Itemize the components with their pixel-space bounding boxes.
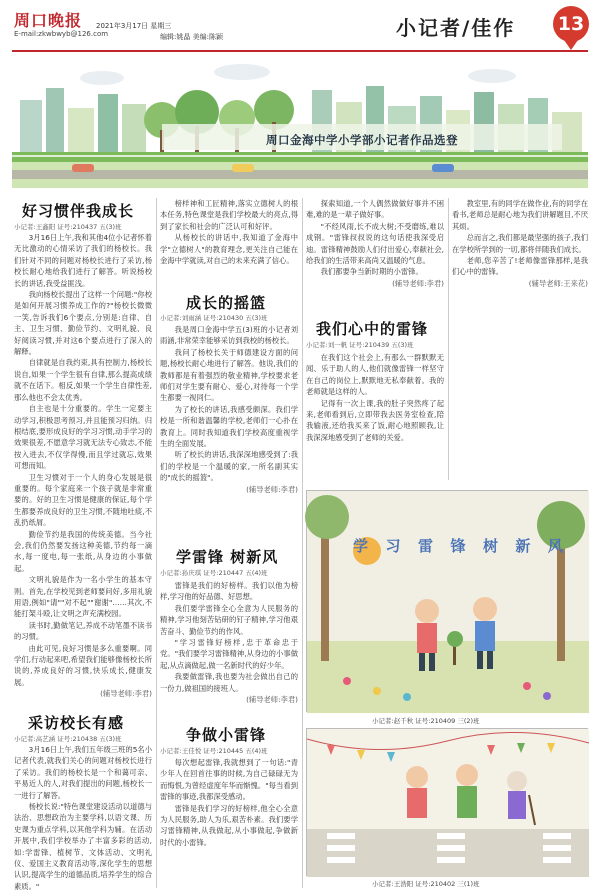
drawing1-title-char: 树 [482,537,498,555]
column-divider [448,198,449,480]
article1-paragraph: 自主也是十分重要的。学生一定要主动学习,积极思考预习,并且能预习归纳。归根结底,要形成良好的学习习惯,动手学习的效果很差,不愿意学习就无法专心致志,不能按入进去,不仅学得慢,而且学过就忘,效果可想而知。 [14,404,152,471]
editor-credits: 编辑:姚晶 美编:陈颖 [160,33,223,41]
article6-paragraph: 在我们这个社会上,有那么一群默默无闻、乐于助人的人,他们就像雷锋一样坚守在自己的岗位上,默默地无私奉献着。我的老师就是这样的人。 [306,353,444,397]
drawing1-title-char: 锋 [450,537,466,555]
article1-paragraph: 由此可见,良好习惯是多么重要啊。同学们,行动起来吧,希望我们能够像杨校长所说的,养成良好的习惯,快乐成长,健康发展。 [14,643,152,687]
article1-paragraph: 卫生习惯对于一个人的身心发展是很重要的。每个家庭来一个孩子就是非常重要的。好的卫生习惯是健康的保证,每个学生都要养成良好的卫生习惯,不随地吐痰,不乱扔纸屑。 [14,472,152,528]
drawing1-title-char: 新 [515,537,531,555]
article1-paragraph: 读书时,勤做笔记,养成不动笔墨不读书的习惯。 [14,620,152,642]
article3-paragraph: 为了校长的讲话,我感受颇深。我们学校是一所和谐温馨的学校,老师们一心扑在教育上。同时我知道我们学校高度重视学生的全面发展。 [160,404,298,449]
article5-body [160,757,298,889]
column-divider [156,198,157,888]
article3-paragraph: 我问了杨校长关于师德建设方面的问题,杨校长耐心地进行了解答。他说,我们的教师都是有着强烈的敬业精神,学校要求老师们对学生要有耐心、爱心,对待每一个学生都要一视同仁。 [160,347,298,403]
article3-byline: 小记者:刘雨涵 证号:210430 五(3)班 [160,314,268,322]
section-title: 小记者/佳作 [396,16,516,40]
article6-body-a [306,352,444,482]
banner-title: 周口金海中学小学部小记者作品选登 [266,133,458,147]
article6-lead-paragraph: 我们都要争当新时期的小雷锋。 [320,267,423,277]
article4-paragraph: 我要做雷锋,我也要为社会做出自己的一份力,做祖国的接班人。 [160,672,298,693]
page-number-badge: 13 [553,6,589,42]
article6-lead-teacher: (辅导老师:李君) [392,278,444,288]
drawing1-title-char: 风 [547,537,563,555]
article2-paragraph: 3月16日上午,我们五年级三班的5名小记者代表,就我们关心的问题对杨校长进行了采访。我们的杨校长是一个和蔼可亲、平易近人的人,对我们提出的问题,杨校长一一进行了解答。 [14,745,152,800]
article6-lead-body [306,198,444,302]
helping-others-drawing [307,729,589,877]
article3-paragraph: 我是周口金海中学五(3)班的小记者刘雨涵,非常荣幸能够采访到我校的杨校长。 [160,325,298,346]
article2-byline: 小记者:高艺涵 证号:210438 五(3)班 [14,735,122,743]
page-badge-pin-icon [564,40,578,50]
article1-paragraph: 我向杨校长提出了这样一个问题:"你校是如何开展习惯养成工作的?"杨校长微微一笑,告诉我们6个要点,分别是:自律、自主、卫生习惯、勤俭节约、文明礼貌、良好阅读习惯,并对这6个要点进行了深入的解释。 [14,290,152,357]
issue-date: 2021年3月17日 星期三 [96,22,172,30]
learn-from-leifeng-drawing [307,491,589,713]
student-drawing-1 [306,490,588,712]
drawing1-title [353,535,563,556]
article5-headline: 争做小雷锋 [186,726,267,744]
article6-lead-paragraph: 探索知道,一个人偶然做做好事并不困难,难的是一辈子做好事。 [306,199,444,220]
article4-paragraph: "学习雷锋好榜样,忠于革命忠于党。"我们要学习雷锋精神,从身边的小事做起,从点滴做起,做一名新时代的好少年。 [160,638,298,670]
article6-paragraph: 老师,您辛苦了!老师像雷锋那样,是我们心中的雷锋。 [452,256,588,277]
article3-lead-paragraph: 从杨校长的讲话中,我知道了金海中学"立德树人"的教育理念,更关注自己能在金海中学就读,对自己的未来充满了信心。 [160,233,298,266]
column-divider [302,198,303,888]
article4-paragraph: 我们要学雷锋全心全意为人民服务的精神,学习他刻苦钻研的钉子精神,学习他艰苦奋斗、勤俭节约的作风。 [160,603,298,636]
contact-email: E-mail:zkwbwyb@126.com [14,30,109,38]
article1-body [14,232,152,699]
article1-paragraph: 3月16日上午,我和其他4位小记者怀着无比激动的心情采访了我们的杨校长。我们针对不同的问题对杨校长进行了采访,杨校长耐心地给我们进行了解答。听说杨校长的讲话,我受益匪浅。 [14,233,152,288]
article3-paragraph: 听了校长的讲话,我深深地感受到了:我们的学校是一个温暖的家,一所名副其实的"成长的摇篮"。 [160,450,298,483]
article1-paragraph: 文明礼貌是作为一名小学生的基本守则。首先,在学校见到老师要问好,多用礼貌用语,例如"请""对不起""谢谢"……其次,不能打架斗殴,让文明之声充满校园。 [14,575,152,619]
article2-paragraph: 杨校长说:"特色课堂建设活动以道德与法治、思想政治为主要学科,以语文课、历史课为重点学科,以其他学科为辅。在活动开展中,我们学校举办了丰富多彩的活动,如:学雷锋、植树节、文体活动、文明礼仪、爱国主义教育活动等,深化学生的思想认识,提高学生的道德品质,培养学生的综合素质。" [14,802,152,891]
article3-teacher: (辅导老师:李君) [246,484,298,494]
drawing1-caption: 小记者:赵千秋 证号:210409 三(2)班 [372,717,480,725]
article2-body [14,744,152,890]
article1-paragraph: 自律就是自我约束,具有控制力,杨校长说自,如果一个学生很有自律,那么提高成绩就不在话下。相反,如果一个学生自律性差,那么他也不会太优秀。 [14,358,152,402]
article4-headline: 学雷锋 树新风 [176,548,279,566]
banner-illustration [12,60,588,188]
article4-byline: 小记者:孙庆琪 证号:210447 五(4)班 [160,569,268,577]
masthead-rule [12,50,588,52]
article1-teacher: (辅导老师:李君) [100,689,152,699]
article3-lead-paragraph: 榜样神和工匠精神,落实立德树人的根本任务,特色课堂是我们学校最大的亮点,得到了家长和社会的广泛认可和好评。 [160,199,298,231]
article6-paragraph: 总而言之,我们都是最坚强的孩子,我们在学校所学到的一切,都将伴随我们成长。 [452,233,588,254]
article3-headline: 成长的摇篮 [186,294,267,312]
article6-body-b [452,198,588,480]
article5-paragraph: 每次想起雷锋,我就想到了一句话:"青少年人在回首往事的时候,为自己碌碌无为而悔恨,为曾经虚度年华而惭愧。"每当看到雷锋的事迹,我都深受感动。 [160,758,298,802]
article6-lead-paragraph: "不经风雨,长不成大树;不受磨练,难以成钢。"雷锋叔叔说的这句话使我深受启迪。雷锋精神鼓励人们付出爱心,奉献社会,给我们的生活带来高尚又温暖的气息。 [306,221,444,266]
article5-byline: 小记者:王佳悦 证号:210445 五(4)班 [160,747,268,755]
student-drawing-2 [306,728,588,876]
article6-teacher: (辅导老师:王来花) [528,278,588,288]
article6-paragraph: 记得有一次上课,我的肚子突然疼了起来,老师看到后,立即带我去医务室检查,陪我输液,还给我买来了饭,耐心地照顾我,让我深深地感受到了老师的关爱。 [306,398,444,442]
article4-paragraph: 雷锋是我们的好榜样。我们以他为榜样,学习他的好品德、好思想。 [160,581,298,602]
article6-headline: 我们心中的雷锋 [316,320,429,338]
article1-headline: 好习惯伴我成长 [22,202,135,220]
article6-paragraph: 教室里,有的同学在做作业,有的同学在看书,老师总是耐心地为我们讲解题目,不厌其烦。 [452,199,588,231]
article1-byline: 小记者:王鑫阳 证号:210437 五(3)班 [14,223,122,231]
article4-body [160,580,298,705]
article1-paragraph: 勤俭节约是我国的传统美德。当今社会,我们仍然要发扬这种美德,节约每一滴水,每一度电,每一张纸,从身边的小事做起。 [14,529,152,573]
newspaper-logo: 周口晚报 [14,11,83,30]
drawing2-caption: 小记者:王浩阳 证号:210402 三(1)班 [372,880,480,888]
article3-body [160,324,298,534]
drawing1-title-char: 学 [353,537,369,555]
drawing1-title-char: 雷 [417,537,433,555]
article6-byline: 小记者:刘一帆 证号:210439 五(3)班 [306,341,414,349]
article3-lead-body [160,198,298,278]
article5-paragraph: 雷锋是我们学习的好榜样,他全心全意为人民服务,助人为乐,艰苦朴素。我们要学习雷锋精神,从我做起,从小事做起,争做新时代的小雷锋。 [160,803,298,847]
city-skyline-illustration [12,60,588,188]
article4-teacher: (辅导老师:李君) [246,695,298,705]
article2-headline: 采访校长有感 [28,714,125,732]
drawing1-title-char: 习 [385,537,401,555]
